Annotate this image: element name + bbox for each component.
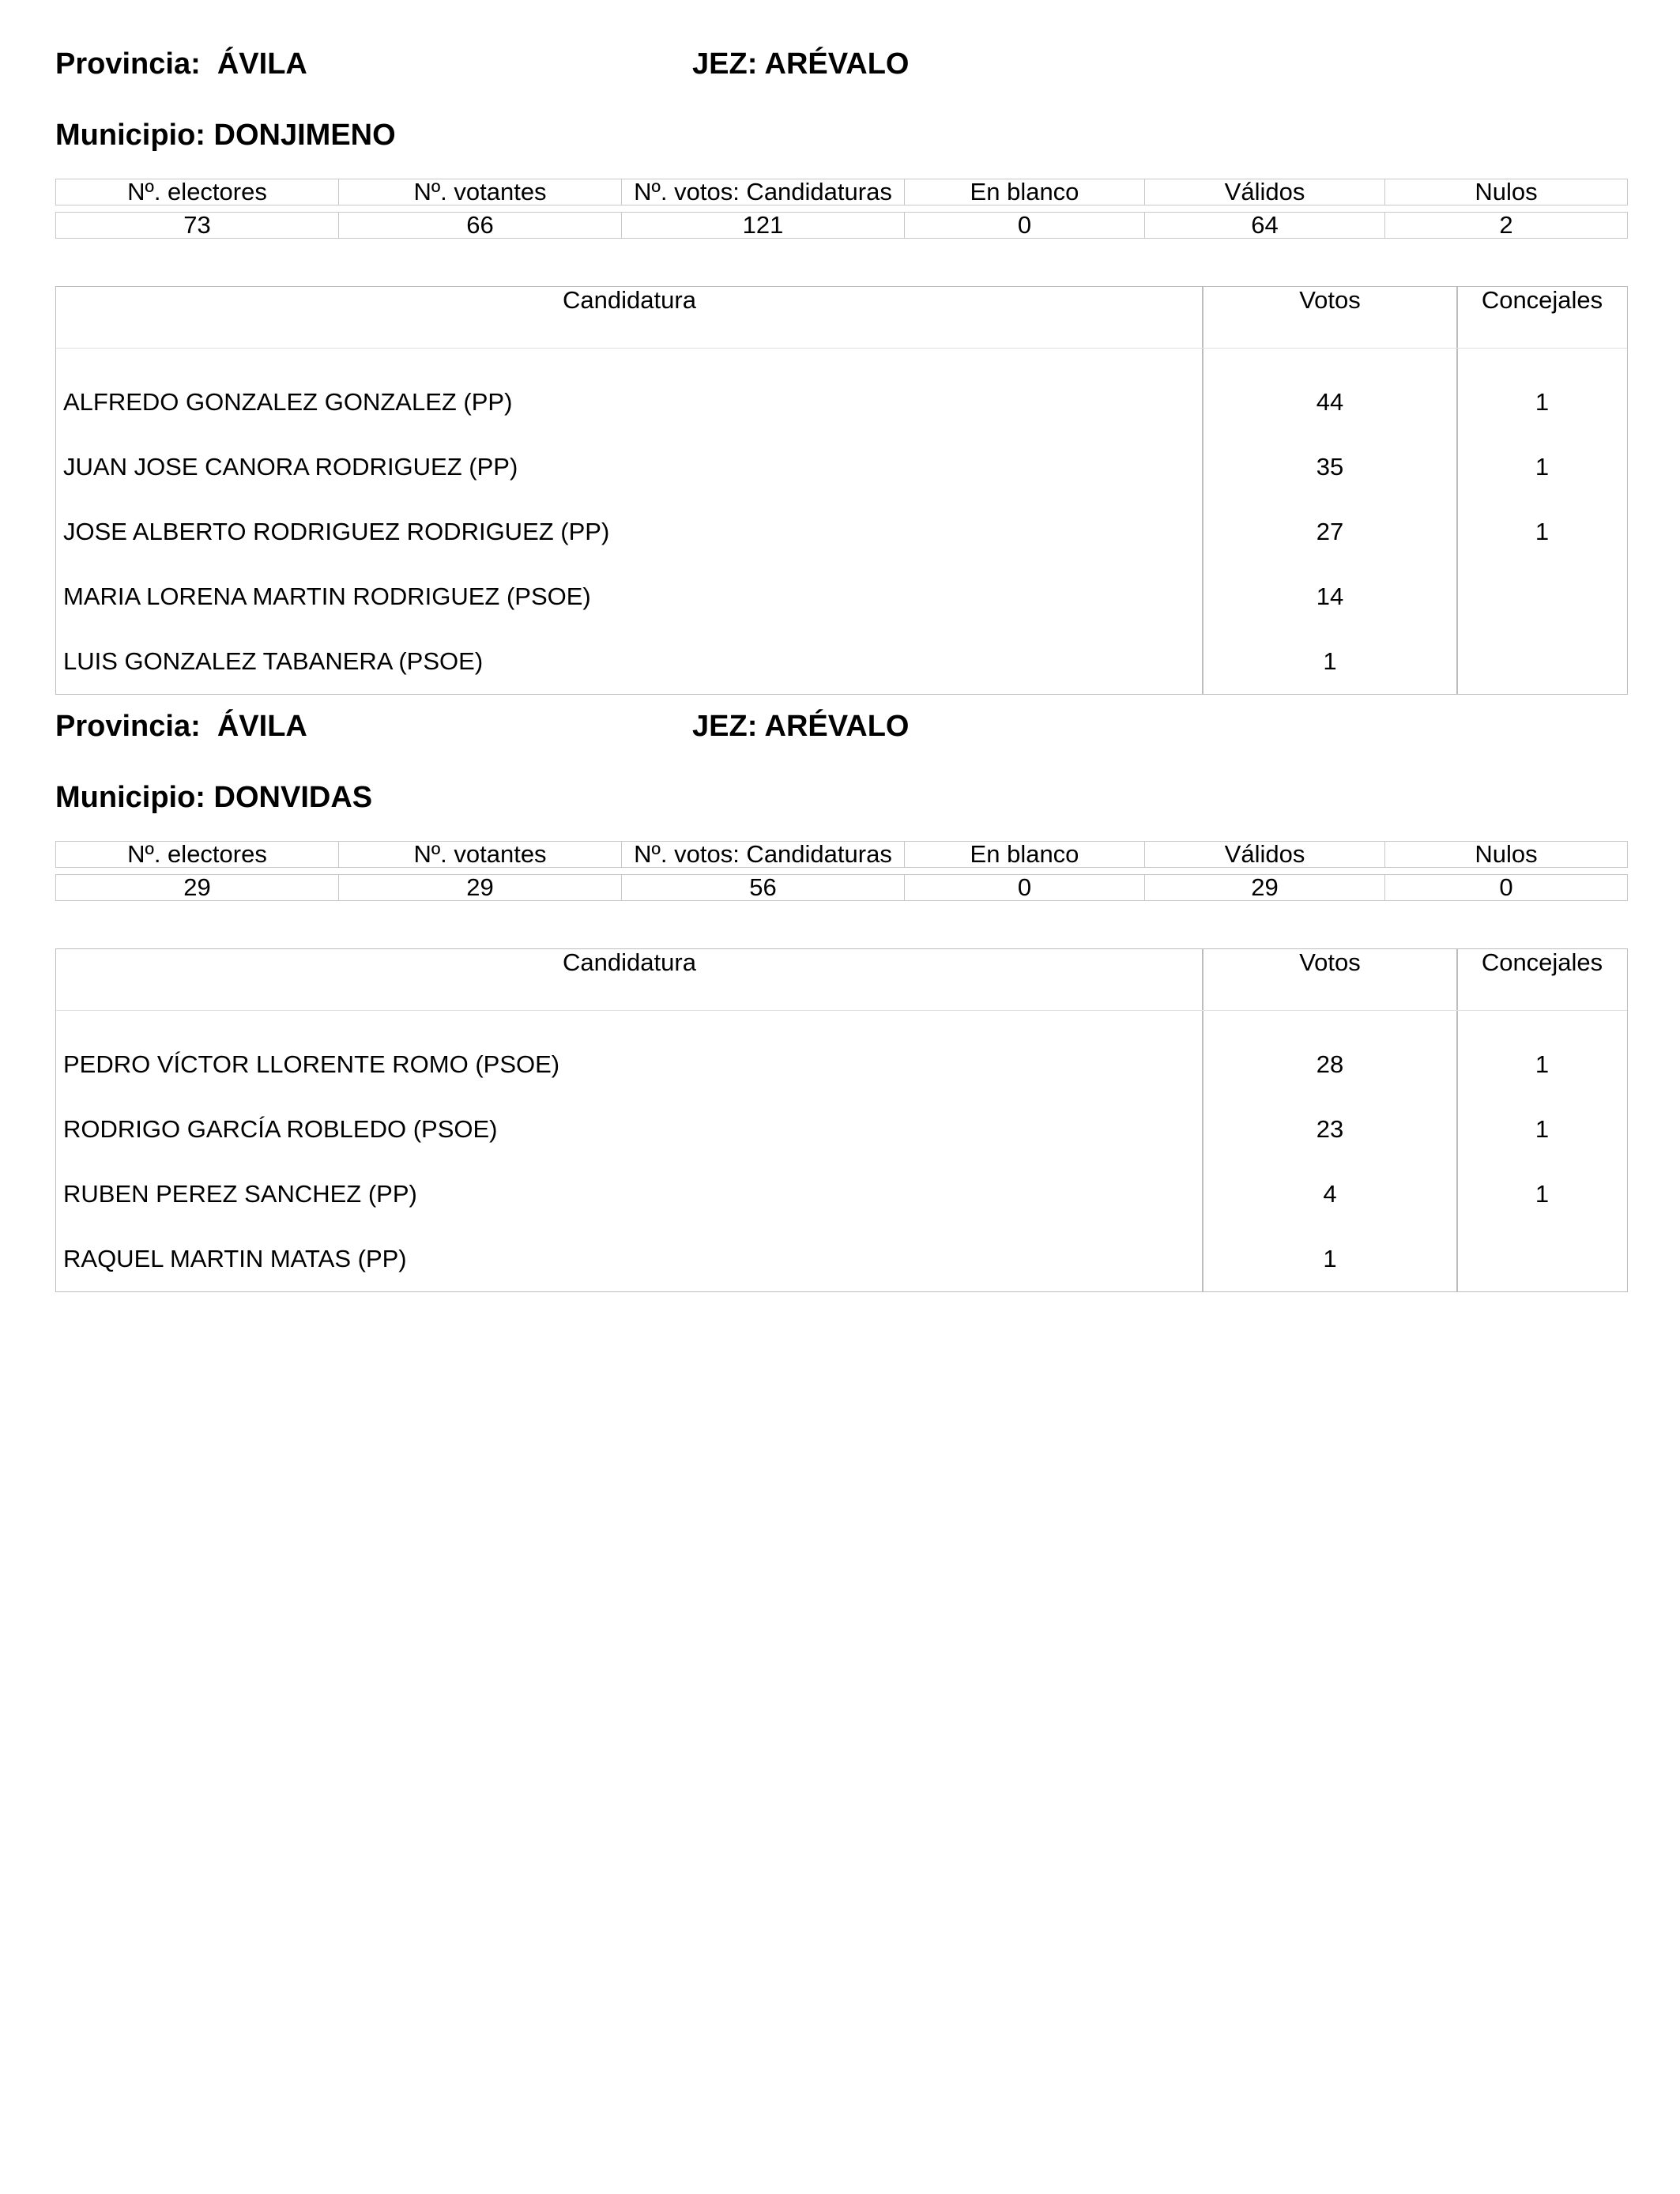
candidate-name: PEDRO VÍCTOR LLORENTE ROMO (PSOE) (63, 1050, 560, 1078)
provincia-label: Provincia: (55, 47, 201, 81)
candidate-row (56, 499, 1627, 564)
jez-value: ARÉVALO (764, 47, 910, 81)
votos-header: Votos (1299, 286, 1361, 314)
stats-header: En blanco (904, 179, 1144, 205)
candidate-seats (1457, 564, 1627, 629)
candidates-table (55, 286, 1628, 695)
candidatura-header: Candidatura (563, 286, 696, 314)
candidates-table (55, 948, 1628, 1292)
candidate-votes: 28 (1316, 1050, 1344, 1078)
stats-header: Nº. votantes (338, 841, 621, 868)
stats-value: 121 (621, 212, 904, 239)
municipio-value: DONVIDAS (213, 781, 373, 814)
section-header (55, 47, 1628, 95)
jez-label: JEZ: (692, 710, 758, 743)
provincia-heading (55, 47, 307, 81)
stats-header: Nº. electores (55, 179, 338, 205)
candidate-seats: 1 (1535, 1180, 1550, 1208)
provincia-label: Provincia: (55, 710, 201, 743)
candidate-name: ALFREDO GONZALEZ GONZALEZ (PP) (63, 388, 513, 416)
stats-table (55, 172, 1628, 245)
candidate-name: MARIA LORENA MARTIN RODRIGUEZ (PSOE) (63, 582, 591, 610)
stats-header: Nº. electores (55, 841, 338, 868)
section-header (55, 710, 1628, 757)
stats-header: Nº. votos: Candidaturas (621, 179, 904, 205)
candidates-header-row (56, 949, 1627, 1011)
candidates-header-row (56, 287, 1627, 349)
stats-header-row (55, 841, 1628, 868)
municipio-label: Municipio: (55, 119, 205, 152)
municipio-heading (55, 781, 372, 815)
candidatura-header: Candidatura (563, 948, 696, 976)
stats-value: 0 (904, 874, 1144, 901)
candidate-name: RODRIGO GARCÍA ROBLEDO (PSOE) (63, 1115, 498, 1143)
stats-header: Nulos (1384, 841, 1628, 868)
provincia-value: ÁVILA (217, 710, 307, 743)
candidate-name: JUAN JOSE CANORA RODRIGUEZ (PP) (63, 453, 518, 481)
candidate-votes: 35 (1316, 453, 1344, 481)
candidate-row (56, 1227, 1627, 1291)
candidate-row (56, 1032, 1627, 1097)
stats-header: En blanco (904, 841, 1144, 868)
stats-value: 2 (1384, 212, 1628, 239)
candidate-votes: 14 (1316, 582, 1344, 610)
provincia-value: ÁVILA (217, 47, 307, 81)
candidate-seats: 1 (1535, 1115, 1550, 1143)
candidate-row (56, 564, 1627, 629)
concejales-header: Concejales (1481, 948, 1603, 976)
candidate-votes: 1 (1323, 1245, 1337, 1272)
stats-value: 56 (621, 874, 904, 901)
stats-value: 29 (55, 874, 338, 901)
candidate-votes: 23 (1316, 1115, 1344, 1143)
candidate-seats: 1 (1535, 453, 1550, 481)
candidate-votes: 1 (1323, 647, 1337, 675)
stats-value: 29 (1144, 874, 1384, 901)
candidate-row (56, 1097, 1627, 1162)
stats-value: 29 (338, 874, 621, 901)
jez-heading (692, 47, 909, 81)
candidate-seats: 1 (1535, 518, 1550, 545)
candidate-name: JOSE ALBERTO RODRIGUEZ RODRIGUEZ (PP) (63, 518, 610, 545)
candidate-votes: 27 (1316, 518, 1344, 545)
jez-label: JEZ: (692, 47, 758, 81)
candidate-row (56, 1162, 1627, 1227)
stats-value-row (55, 874, 1628, 901)
candidate-row (56, 435, 1627, 499)
municipio-value: DONJIMENO (213, 119, 396, 152)
stats-value: 64 (1144, 212, 1384, 239)
stats-header: Válidos (1144, 841, 1384, 868)
concejales-header: Concejales (1481, 286, 1603, 314)
stats-value: 0 (1384, 874, 1628, 901)
stats-value: 0 (904, 212, 1144, 239)
candidate-seats: 1 (1535, 1050, 1550, 1078)
stats-header-row (55, 179, 1628, 205)
candidate-name: LUIS GONZALEZ TABANERA (PSOE) (63, 647, 484, 675)
stats-header: Nº. votos: Candidaturas (621, 841, 904, 868)
jez-heading (692, 710, 909, 744)
candidate-seats (1457, 1227, 1627, 1291)
stats-value-row (55, 212, 1628, 239)
candidate-name: RUBEN PEREZ SANCHEZ (PP) (63, 1180, 417, 1208)
candidate-seats: 1 (1535, 388, 1550, 416)
votos-header: Votos (1299, 948, 1361, 976)
candidate-votes: 44 (1316, 388, 1344, 416)
municipio-heading (55, 119, 396, 153)
candidate-seats (1457, 629, 1627, 694)
jez-value: ARÉVALO (764, 710, 910, 743)
candidate-row (56, 629, 1627, 694)
candidate-row (56, 370, 1627, 435)
stats-value: 73 (55, 212, 338, 239)
candidate-votes: 4 (1323, 1180, 1337, 1208)
stats-value: 66 (338, 212, 621, 239)
provincia-heading (55, 710, 307, 744)
stats-header: Nº. votantes (338, 179, 621, 205)
candidate-name: RAQUEL MARTIN MATAS (PP) (63, 1245, 407, 1272)
stats-table (55, 835, 1628, 907)
municipio-label: Municipio: (55, 781, 205, 814)
stats-header: Nulos (1384, 179, 1628, 205)
stats-header: Válidos (1144, 179, 1384, 205)
